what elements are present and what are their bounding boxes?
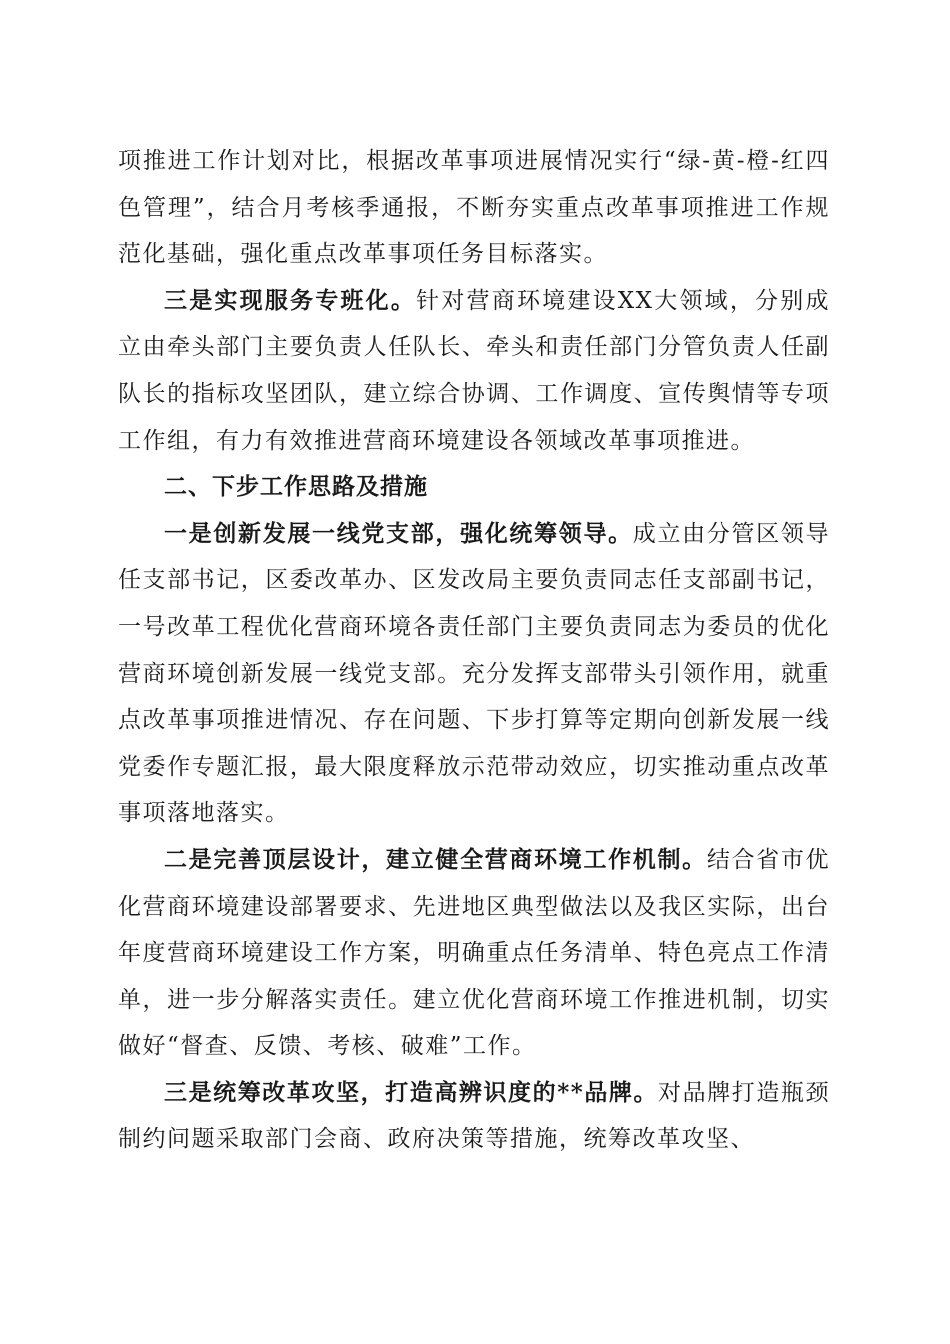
paragraph-text: 项推进工作计划对比，根据改革事项进展情况实行“绿-黄-橙-红四色管理”，结合月考核季通报，不断夯实重点改革事项推进工作规范化基础，强化重点改革事项任务目标落实。 <box>118 148 830 268</box>
paragraph-text: 针对营商环境建设XX大领域，分别成立由牵头部门主要负责人任队长、牵头和责任部门分管负责人任副队长的指标攻坚团队，建立综合协调、工作调度、宣传舆情等专项工作组，有力有效推进营商环境建设各领域改革事项推进。 <box>118 287 831 454</box>
paragraph-text: 结合省市优化营商环境建设部署要求、先进地区典型做法以及我区实际，出台年度营商环境建设工作方案，明确重点任务清单、特色亮点工作清单，进一步分解落实责任。建立优化营商环境工作推进机制，切实做好“督查、反馈、考核、破难”工作。 <box>118 846 831 1060</box>
paragraph-service-team <box>118 278 830 464</box>
paragraph-lead: 一是创新发展一线党支部，强化统筹领导。 <box>164 519 633 547</box>
paragraph-text: 成立由分管区领导任支部书记，区委改革办、区发改局主要负责同志任支部副书记，一号改革工程优化营商环境各责任部门主要负责同志为委员的优化营商环境创新发展一线党支部。充分发挥支部带头引领作用，就重点改革事项推进情况、存在问题、下步打算等定期向创新发展一线党委作专题汇报，最大限度释放示范带动效应，切实推动重点改革事项落地落实。 <box>118 520 831 827</box>
paragraph-lead: 三是统筹改革攻坚，打造高辨识度的**品牌。 <box>164 1078 659 1106</box>
paragraph-top-design <box>118 837 830 1070</box>
document-body <box>118 138 830 1163</box>
paragraph-text: 对品牌打造瓶颈制约问题采取部门会商、政府决策等措施，统筹改革攻坚、 <box>118 1079 830 1153</box>
paragraph-party-branch <box>118 511 830 837</box>
paragraph-continued <box>118 138 830 278</box>
paragraph-reform-brand <box>118 1070 830 1163</box>
section-heading: 二、下步工作思路及措施 <box>164 474 428 501</box>
paragraph-lead: 二是完善顶层设计，建立健全营商环境工作机制。 <box>164 845 707 873</box>
paragraph-lead: 三是实现服务专班化。 <box>164 286 417 314</box>
